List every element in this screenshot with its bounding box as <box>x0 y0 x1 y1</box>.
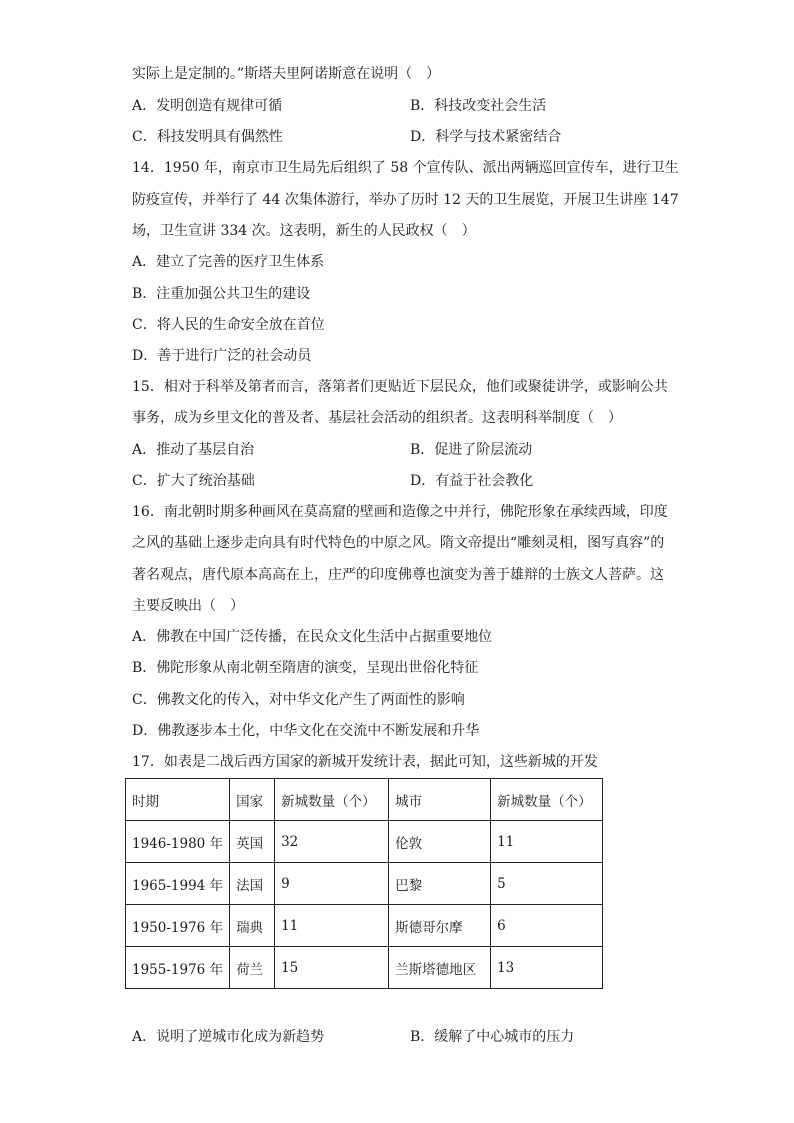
table-header-cell: 城市 <box>389 779 491 821</box>
q15-option-c: C．扩大了统治基础 <box>132 473 255 489</box>
table-cell: 5 <box>491 863 603 905</box>
q13-option-d: D．科学与技术紧密结合 <box>410 129 562 145</box>
q17-option-a: A．说明了逆城市化成为新趋势 <box>132 1029 325 1045</box>
table-header-row <box>126 779 603 821</box>
table-cell: 1965-1994 年 <box>126 863 230 905</box>
q14-option-c: C．将人民的生命安全放在首位 <box>132 317 325 333</box>
table-cell: 伦敦 <box>389 821 491 863</box>
q15-option-a: A．推动了基层自治 <box>132 442 255 458</box>
table-header-cell: 时期 <box>126 779 230 821</box>
q14-option-a: A．建立了完善的医疗卫生体系 <box>132 254 325 270</box>
q14-stem-line-2: 防疫宣传，并举行了 44 次集体游行，举办了历时 12 天的卫生展览，开展卫生讲座 147 <box>132 192 679 208</box>
table-row <box>126 821 603 863</box>
q13-option-c: C．科技发明具有偶然性 <box>132 129 283 145</box>
q16-option-b: B．佛陀形象从南北朝至隋唐的演变，呈现出世俗化特征 <box>132 660 479 676</box>
table-cell: 兰斯塔德地区 <box>389 947 491 989</box>
q16-stem-line-2: 之风的基础上逐步走向具有时代特色的中原之风。隋文帝提出“雕刻灵相，图写真容”的 <box>132 535 665 551</box>
q14-option-d: D．善于进行广泛的社会动员 <box>132 348 312 364</box>
q13-stem-tail: 实际上是定制的。”斯塔夫里阿诺斯意在说明（ ） <box>132 66 441 82</box>
table-cell: 9 <box>275 863 389 905</box>
table-header-cell: 新城数量（个） <box>275 779 389 821</box>
q17-option-b: B．缓解了中心城市的压力 <box>410 1029 575 1045</box>
table-header-cell: 国家 <box>230 779 275 821</box>
table-cell: 1955-1976 年 <box>126 947 230 989</box>
q16-stem-line-4: 主要反映出（ ） <box>132 598 244 614</box>
table-cell: 1946-1980 年 <box>126 821 230 863</box>
q13-option-b: B．科技改变社会生活 <box>410 98 547 114</box>
table-cell: 11 <box>275 905 389 947</box>
table-cell: 巴黎 <box>389 863 491 905</box>
q15-stem-line-1: 15．相对于科举及第者而言，落第者们更贴近下层民众，他们或聚徒讲学，或影响公共 <box>132 379 668 395</box>
q16-stem-line-3: 著名观点，唐代原本高高在上，庄严的印度佛尊也演变为善于雄辩的士族文人菩萨。这 <box>132 567 664 583</box>
table-cell: 瑞典 <box>230 905 275 947</box>
table-cell: 11 <box>491 821 603 863</box>
table-row <box>126 947 603 989</box>
table-cell: 13 <box>491 947 603 989</box>
table-cell: 15 <box>275 947 389 989</box>
table-row <box>126 905 603 947</box>
q15-option-b: B．促进了阶层流动 <box>410 442 533 458</box>
q15-option-d: D．有益于社会教化 <box>410 473 534 489</box>
table-cell: 英国 <box>230 821 275 863</box>
table-cell: 斯德哥尔摩 <box>389 905 491 947</box>
q15-stem-line-2: 事务，成为乡里文化的普及者、基层社会活动的组织者。这表明科举制度（ ） <box>132 410 622 426</box>
q16-option-d: D．佛教逐步本土化，中华文化在交流中不断发展和升华 <box>132 723 480 739</box>
table-row <box>126 863 603 905</box>
new-town-statistics-table <box>125 778 603 989</box>
q13-option-a: A．发明创造有规律可循 <box>132 98 283 114</box>
q16-stem-line-1: 16．南北朝时期多种画风在莫高窟的壁画和造像之中并行，佛陀形象在承续西域，印度 <box>132 504 668 520</box>
table-cell: 法国 <box>230 863 275 905</box>
table-cell: 1950-1976 年 <box>126 905 230 947</box>
q14-stem-line-1: 14．1950 年，南京市卫生局先后组织了 58 个宣传队、派出两辆巡回宣传车，进行卫生 <box>132 160 679 176</box>
q17-stem: 17．如表是二战后西方国家的新城开发统计表，据此可知，这些新城的开发 <box>132 754 598 770</box>
table-cell: 32 <box>275 821 389 863</box>
q14-option-b: B．注重加强公共卫生的建设 <box>132 286 311 302</box>
q16-option-a: A．佛教在中国广泛传播，在民众文化生活中占据重要地位 <box>132 629 493 645</box>
table-cell: 6 <box>491 905 603 947</box>
q16-option-c: C．佛教文化的传入，对中华文化产生了两面性的影响 <box>132 692 465 708</box>
table-header-cell: 新城数量（个） <box>491 779 603 821</box>
table-cell: 荷兰 <box>230 947 275 989</box>
q14-stem-line-3: 场，卫生宣讲 334 次。这表明，新生的人民政权（ ） <box>132 223 476 239</box>
